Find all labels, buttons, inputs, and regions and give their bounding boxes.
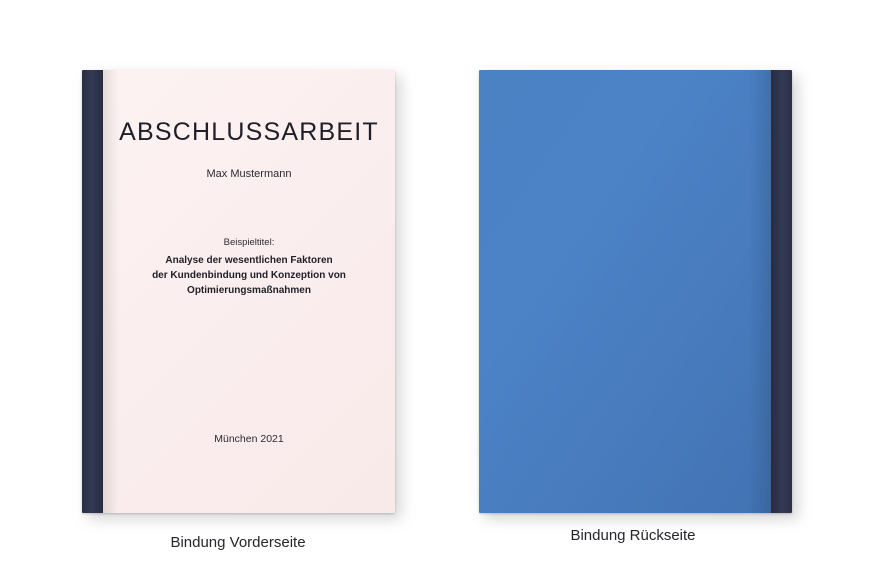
subtitle-line-1: Analyse der wesentlichen Faktoren	[165, 255, 333, 266]
back-cover-preview	[479, 70, 792, 513]
front-cover-preview	[82, 70, 395, 513]
front-cover-book	[82, 70, 395, 513]
document-subtitle	[127, 253, 371, 298]
front-cover-page	[103, 70, 395, 513]
caption-back-cover: Bindung Rückseite	[570, 527, 696, 544]
front-spine	[82, 70, 103, 513]
document-title: ABSCHLUSSARBEIT	[119, 118, 379, 146]
subtitle-line-2: der Kundenbindung und Konzeption von	[152, 270, 346, 281]
document-author: Max Mustermann	[206, 168, 292, 180]
document-place-year: München 2021	[214, 433, 284, 445]
subtitle-line-3: Optimierungsmaßnahmen	[187, 285, 311, 296]
back-cover-page	[479, 70, 771, 513]
subtitle-label: Beispieltitel:	[223, 237, 275, 248]
back-spine	[771, 70, 792, 513]
back-cover-book	[479, 70, 792, 513]
caption-front-cover: Bindung Vorderseite	[170, 534, 306, 551]
